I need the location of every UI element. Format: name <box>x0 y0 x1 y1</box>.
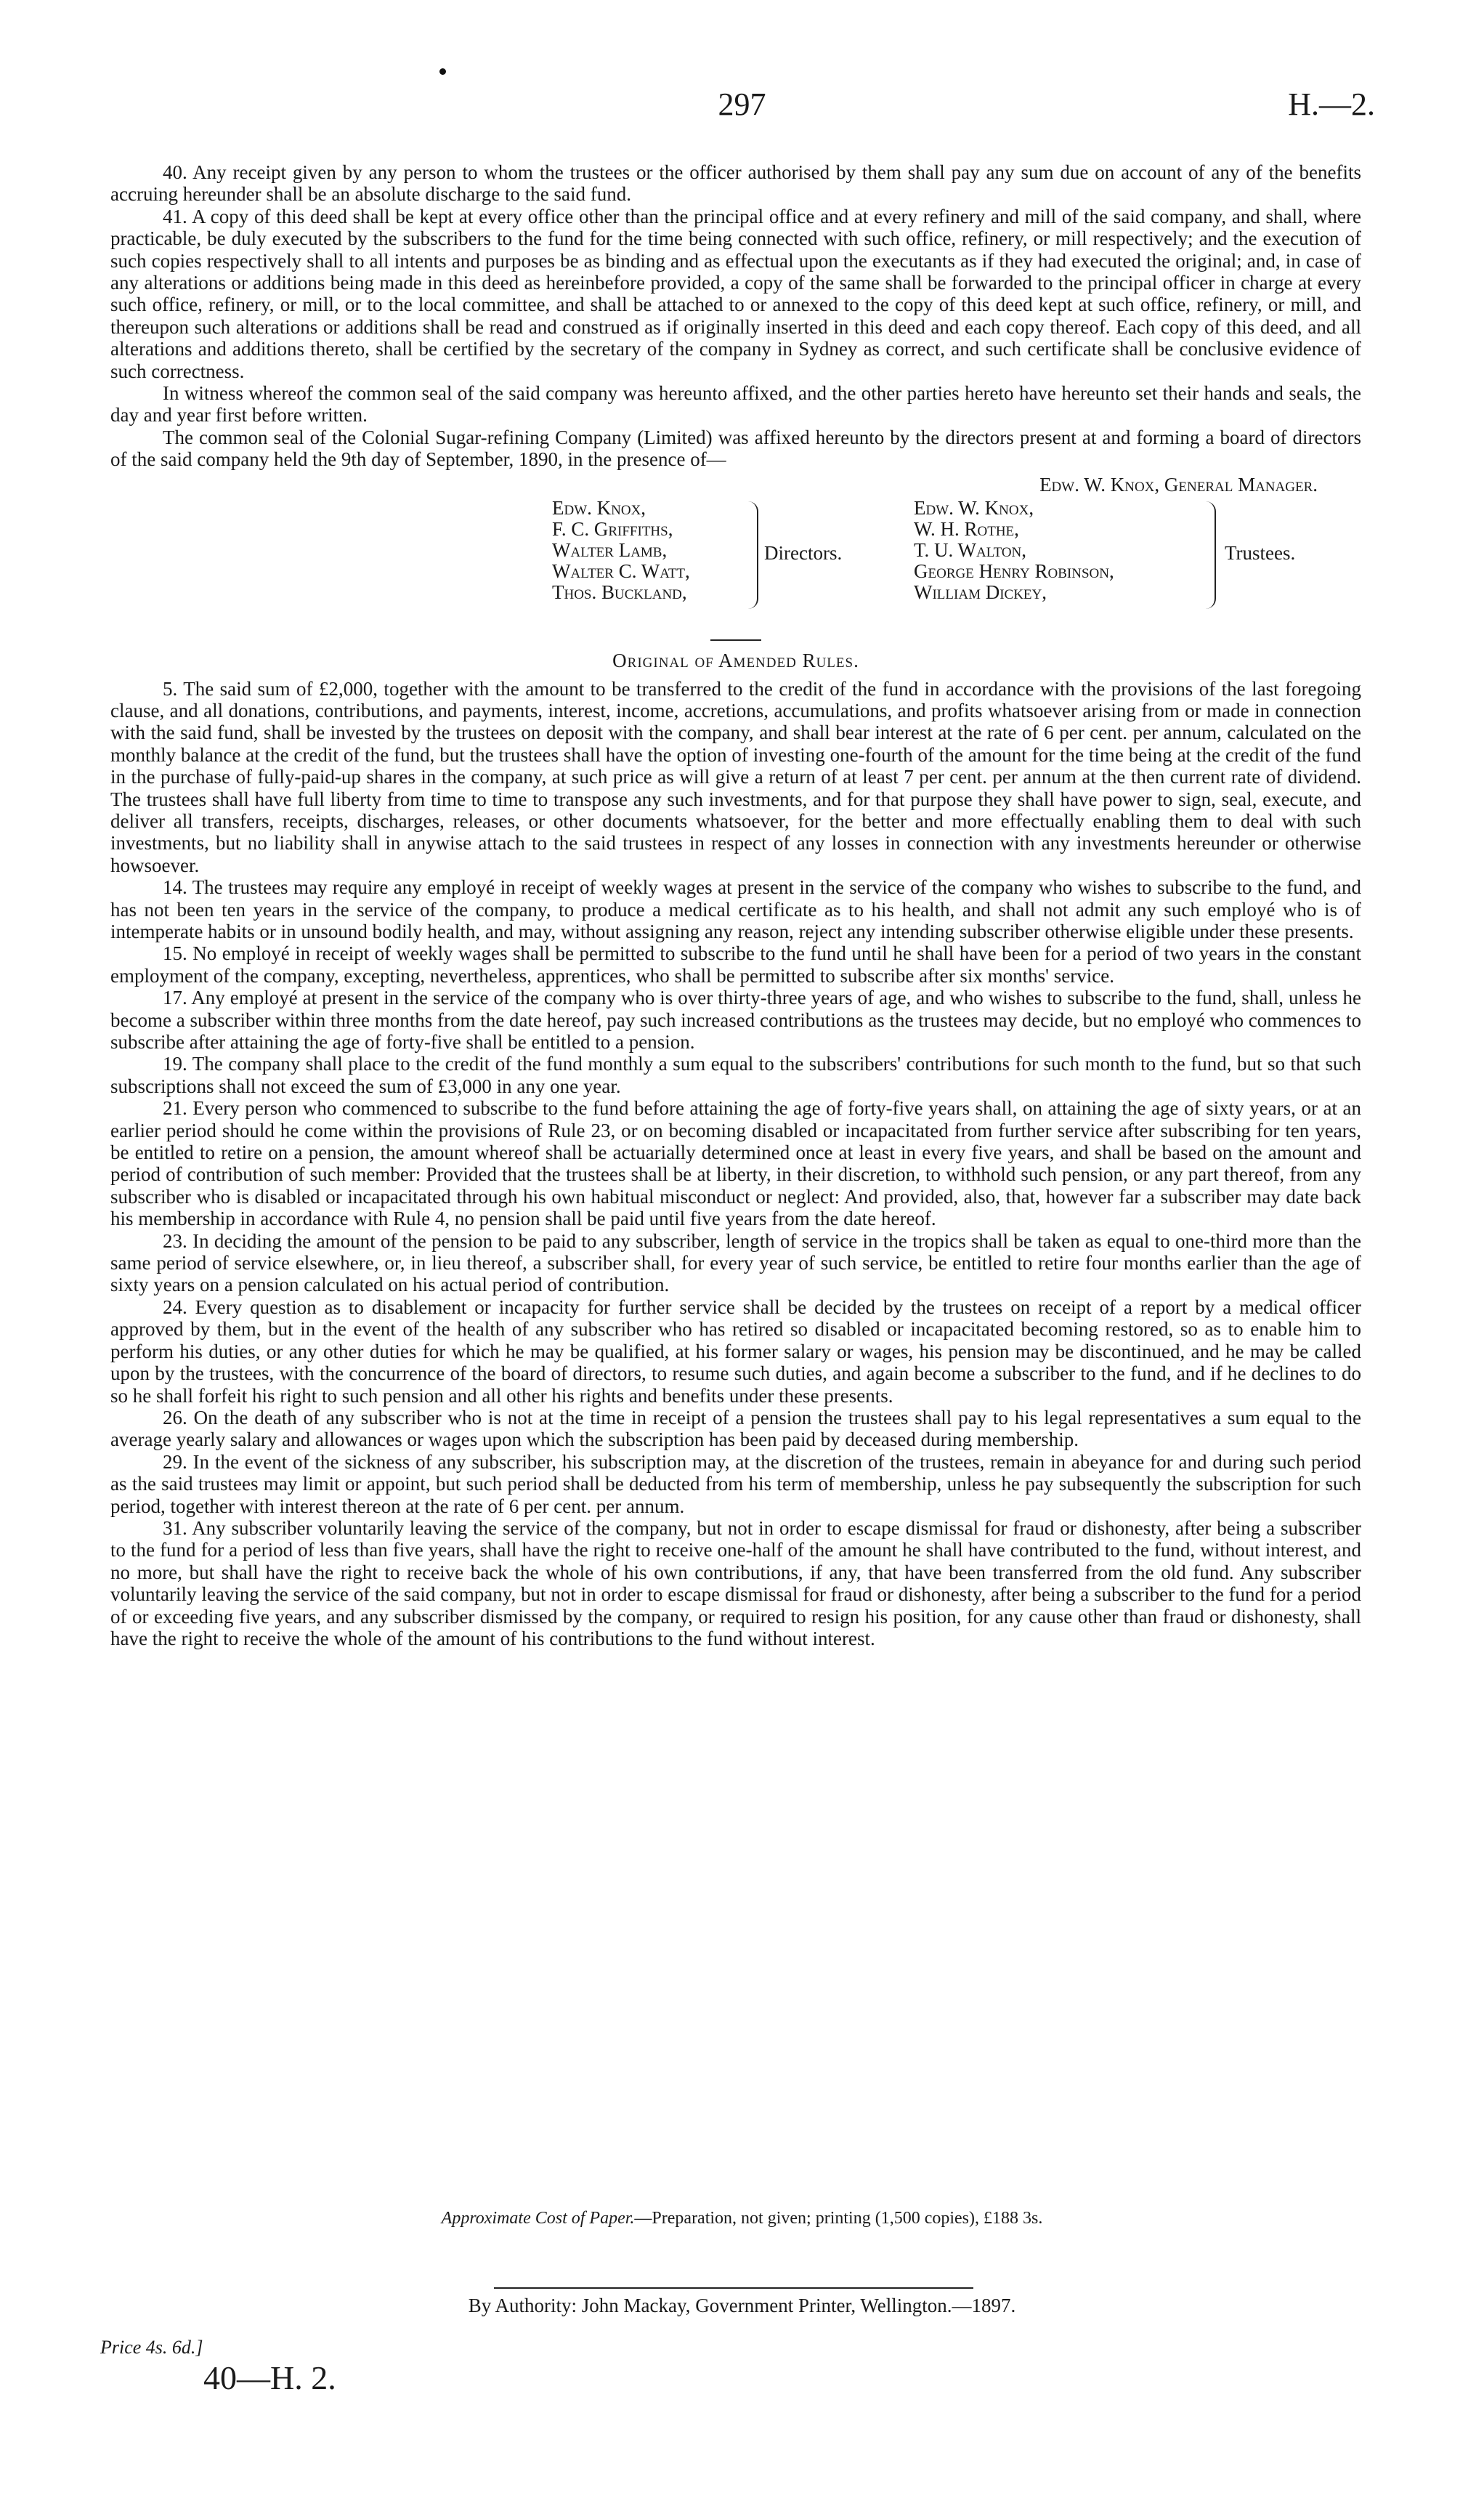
director-name: Walter Lamb, <box>552 539 668 562</box>
director-name: Walter C. Watt, <box>552 560 690 583</box>
trustee-name: T. U. Walton, <box>914 539 1027 562</box>
cost-text: —Preparation, not given; printing (1,500 copies), £188 3s. <box>634 2209 1043 2228</box>
director-name: Thos. Buckland, <box>552 581 687 604</box>
printer-authority: By Authority: John Mackay, Government Printer, Wellington.—1897. <box>468 2295 1016 2316</box>
amended-rules-title: Original of Amended Rules. <box>612 650 859 672</box>
document-body <box>110 161 1361 1649</box>
page-number: 297 <box>718 86 766 122</box>
directors-label: Directors. <box>764 542 843 565</box>
trustee-name: George Henry Robinson, <box>914 560 1114 583</box>
general-manager-signature: Edw. W. Knox, General Manager. <box>1039 473 1318 496</box>
authority-rule <box>494 2287 973 2289</box>
common-seal-paragraph: The common seal of the Colonial Sugar-refining Company (Limited) was affixed hereunto by the directors present at and forming a board of directors of the said company held the 9th day of September, 1890, in the presence of— <box>110 426 1361 471</box>
director-name: F. C. Griffiths, <box>552 518 673 541</box>
clause-41: 41. A copy of this deed shall be kept at every office other than the principal office and at every refinery and mill of the said company, and shall, where practicable, be duly executed by the subscribers to the fund for the time being connected with such office, refinery, or mill respectively; and the execution of such copies respectively shall to all intents and purposes be as binding and as effectual upon the executants as if they had executed the original; and, in case of any alterations or additions being made in this deed as hereinbefore provided, a copy of the same shall be forwarded to the principal officer in charge at every such office, refinery, or mill, or to the local committee, and shall be attached to or annexed to the copy of this deed kept at such office, refinery, or mill, and thereupon such alterations or additions shall be read and construed as if originally inserted in this deed and each copy thereof. Each copy of this deed, and all alterations and additions thereto, shall be certified by the secretary of the company in Sydney as correct, and such certificate shall be conclusive evidence of such correctness. <box>110 205 1361 382</box>
signature-block <box>110 497 1361 635</box>
trustees-brace <box>1206 501 1216 609</box>
trustees-list <box>914 497 1114 602</box>
price: Price 4s. 6d.] <box>100 2337 203 2358</box>
section-divider <box>710 639 761 641</box>
sheet-signature: 40—H. 2. <box>203 2359 336 2396</box>
rule-21: 21. Every person who commenced to subscribe to the fund before attaining the age of forty-five years shall, on attaining the age of sixty years, or at an earlier period should he come within the provisions of Rule 23, or on becoming disabled or incapacitated from further service after subscribing for ten years, be entitled to retire on a pension, the amount whereof shall be actuarially determined once at least in every five years, and shall be based on the amount and period of contribution of such member: Provided that the trustees shall be at liberty, in their discretion, to withhold such pension, or any part thereof, from any subscriber who is disabled or incapacitated through his own habitual misconduct or neglect: And provided, also, that, however far a subscriber may date back his membership in accordance with Rule 4, no pension shall be paid until five years from the date hereof. <box>110 1097 1361 1230</box>
rule-5: 5. The said sum of £2,000, together with the amount to be transferred to the credit of the fund in accordance with the provisions of the last foregoing clause, and all donations, contributions, and payments, interest, income, accretions, accumulations, and profits whatsoever arising from or made in connection with the said fund, shall be invested by the trustees on deposit with the company, and shall bear interest at the rate of 6 per cent. per annum, calculated on the monthly balance at the credit of the fund, but the trustees shall have the option of investing one-fourth of the amount for the time being at the credit of the fund in the purchase of fully-paid-up shares in the company, at such price as will give a return of at least 7 per cent. per annum at the then current rate of dividend. The trustees shall have full liberty from time to time to transpose any such investments, and for that purpose they shall have power to sign, seal, execute, and deliver all transfers, receipts, discharges, releases, or other documents whatsoever, for the better and more effectually enabling them to deal with such investments, but no liability shall in anywise attach to the said trustees in respect of any losses in connection with any investments hereunder or otherwise howsoever. <box>110 677 1361 876</box>
directors-brace <box>748 501 758 609</box>
document-reference: H.—2. <box>1288 86 1375 122</box>
cost-label: Approximate Cost of Paper. <box>441 2209 635 2228</box>
rule-17: 17. Any employé at present in the service of the company who is over thirty-three years of age, and who wishes to subscribe to the fund, shall, unless he become a subscriber within three months from the date hereof, pay such increased contributions as the trustees may decide, but no employé who commences to subscribe after attaining the age of forty-five shall be entitled to a pension. <box>110 987 1361 1053</box>
cost-note <box>0 2209 1484 2228</box>
rule-24: 24. Every question as to disablement or incapacity for further service shall be decided by the trustees on receipt of a report by a medical officer approved by them, but in the event of the health of any subscriber who has retired so disabled or incapacitated becoming restored, so as to enable him to perform his duties, or any other duties for which he may be qualified, at his former salary or wages, his pension may be discontinued, and he may be called upon by the trustees, with the concurrence of the board of directors, to resume such duties, and again become a subscriber to the fund, and if he declines to do so he shall forfeit his right to such pension and all other his rights and benefits under these presents. <box>110 1296 1361 1407</box>
rule-29: 29. In the event of the sickness of any subscriber, his subscription may, at the discretion of the trustees, remain in abeyance for and during such period as the said trustees may limit or appoint, but such period shall be deducted from his term of membership, unless he pay subsequently the subscription for such period, together with interest thereon at the rate of 6 per cent. per annum. <box>110 1450 1361 1517</box>
ink-speck <box>439 68 446 75</box>
witness-paragraph: In witness whereof the common seal of the said company was hereunto affixed, and the other parties hereto have hereunto set their hands and seals, the day and year first before written. <box>110 382 1361 427</box>
trustee-name: Edw. W. Knox, <box>914 497 1034 520</box>
trustee-name: W. H. Rothe, <box>914 518 1019 541</box>
rule-31: 31. Any subscriber voluntarily leaving the service of the company, but not in order to escape dismissal for fraud or dishonesty, after being a subscriber to the fund for a period of less than five years, shall have the right to receive one-half of the amount he shall have contributed to the fund, without interest, and no more, but shall have the right to receive back the whole of his own contributions, if any, that have been transferred from the old fund. Any subscriber voluntarily leaving the service of the said company, but not in order to escape dismissal for fraud or dishonesty, after being a subscriber to the fund for a period of or exceeding five years, and any subscriber dismissed by the company, or required to resign his position, for any cause other than fraud or dishonesty, shall have the right to receive the whole of the amount of his contributions to the fund without interest. <box>110 1516 1361 1649</box>
directors-list <box>552 497 690 602</box>
rule-19: 19. The company shall place to the credit of the fund monthly a sum equal to the subscribers' contributions for such month to the fund, but so that such subscriptions shall not exceed the sum of £3,000 in any one year. <box>110 1053 1361 1097</box>
rule-26: 26. On the death of any subscriber who is not at the time in receipt of a pension the trustees shall pay to his legal representatives a sum equal to the average yearly salary and allowances or wages upon which the subscription has been paid by deceased during membership. <box>110 1406 1361 1451</box>
trustee-name: William Dickey, <box>914 581 1047 604</box>
trustees-label: Trustees. <box>1225 542 1296 565</box>
clause-40: 40. Any receipt given by any person to whom the trustees or the officer authorised by them shall pay any sum due on account of any of the benefits accruing hereunder shall be an absolute discharge to the said fund. <box>110 161 1361 206</box>
rule-23: 23. In deciding the amount of the pension to be paid to any subscriber, length of service in the tropics shall be taken as equal to one-third more than the same period of service elsewhere, or, in lieu thereof, a subscriber shall, for every year of such service, be entitled to retire four months earlier than the age of sixty years on a pension calculated on his actual period of contribution. <box>110 1229 1361 1296</box>
director-name: Edw. Knox, <box>552 497 646 520</box>
rule-15: 15. No employé in receipt of weekly wages shall be permitted to subscribe to the fund until he shall have been for a period of two years in the constant employment of the company, excepting, nevertheless, apprentices, who shall be permitted to subscribe after six months' service. <box>110 942 1361 987</box>
rule-14: 14. The trustees may require any employé in receipt of weekly wages at present in the service of the company who wishes to subscribe to the fund, and has not been ten years in the service of the company, to produce a medical certificate as to his health, and shall not admit any such employé who is of intemperate habits or in unsound bodily health, and may, without assigning any reason, reject any intending subscriber otherwise eligible under these presents. <box>110 876 1361 942</box>
